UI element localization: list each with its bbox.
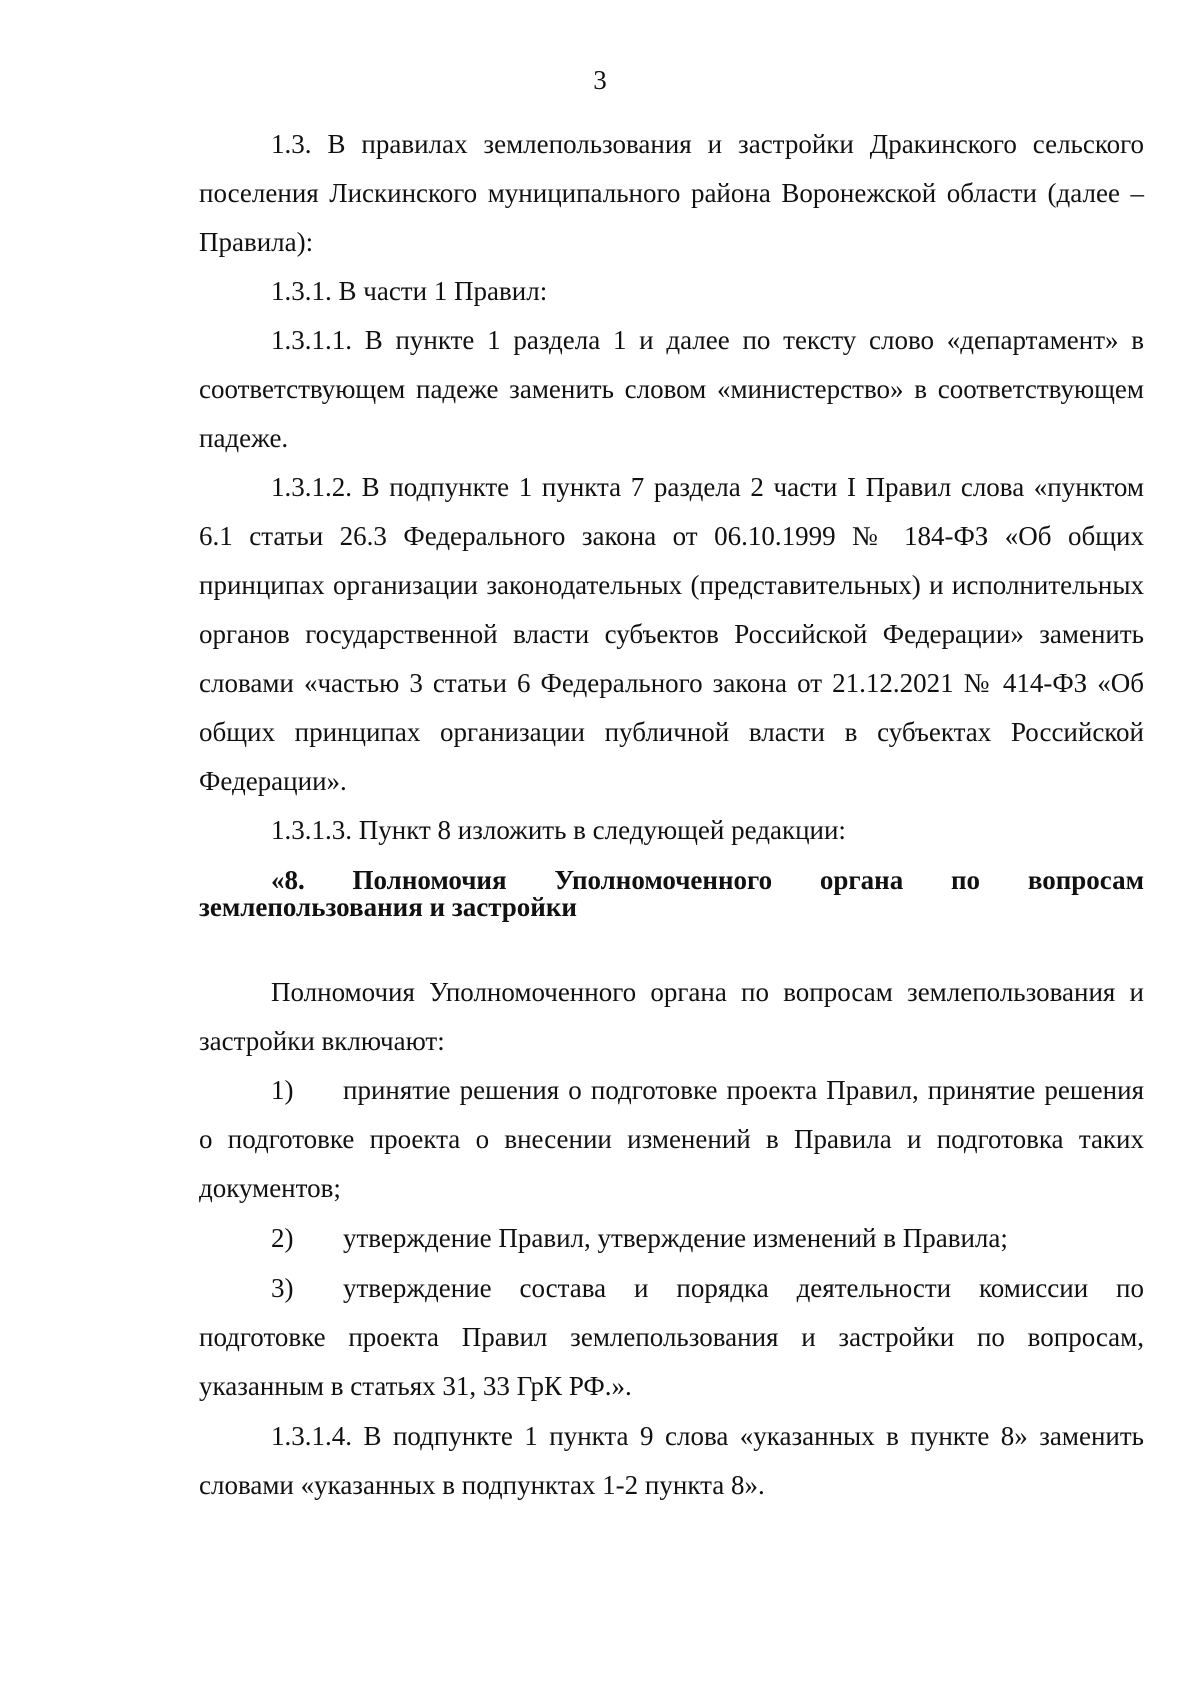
list-item-3	[199, 1264, 1144, 1411]
paragraph-1-3: 1.3. В правилах землепользования и застройки Дракинского сельского поселения Лискинского муниципального района Воронежской области (далее – Правила):	[199, 129, 1144, 257]
paragraph-1-3-1-3: 1.3.1.3. Пункт 8 изложить в следующей редакции:	[271, 815, 846, 845]
list-item-number: 2)	[271, 1223, 294, 1253]
list-item-text: принятие решения о подготовке проекта Правил, принятие решения о подготовке проекта о внесении изменений в Правила и подготовка таких документов;	[199, 1075, 1144, 1203]
intro-paragraph: Полномочия Уполномоченного органа по вопросам землепользования и застройки включают:	[199, 977, 1144, 1056]
document-body	[199, 120, 1144, 1510]
paragraph-1-3-1-1: 1.3.1.1. В пункте 1 раздела 1 и далее по тексту слово «департамент» в соответствующем падеже заменить словом «министерство» в соответствующем падеже.	[199, 325, 1144, 453]
paragraph-1-3-1-2: 1.3.1.2. В подпункте 1 пункта 7 раздела 2 части I Правил слова «пунктом 6.1 статьи 26.3 Федерального закона от 06.10.1999 № 184-ФЗ «Об общих принципах организации законодательных (представительных) и исполнительных органов государственной власти субъектов Российской Федерации» заменить словами «частью 3 статьи 6 Федерального закона от 21.12.2021 № 414-ФЗ «Об общих принципах организации публичной власти в субъектах Российской Федерации».	[199, 472, 1144, 796]
section-heading: «8. Полномочия Уполномоченного органа по вопросам землепользования и застройки	[199, 865, 1144, 922]
list-item-number: 3)	[271, 1273, 294, 1303]
list-item-text: утверждение Правил, утверждение изменений в Правила;	[343, 1223, 1008, 1253]
paragraph-1-3-1: 1.3.1. В части 1 Правил:	[271, 276, 548, 306]
page-number: 3	[593, 65, 607, 95]
list-item-1	[199, 1066, 1144, 1213]
list-item-text: утверждение состава и порядка деятельности комиссии по подготовке проекта Правил землепользования и застройки по вопросам, указанным в статьях 31, 33 ГрК РФ.».	[199, 1273, 1144, 1401]
list-item-number: 1)	[271, 1075, 294, 1105]
paragraph-1-3-1-4: 1.3.1.4. В подпункте 1 пункта 9 слова «указанных в пункте 8» заменить словами «указанных в подпунктах 1-2 пункта 8».	[199, 1421, 1144, 1500]
list-item-2	[199, 1214, 1144, 1263]
